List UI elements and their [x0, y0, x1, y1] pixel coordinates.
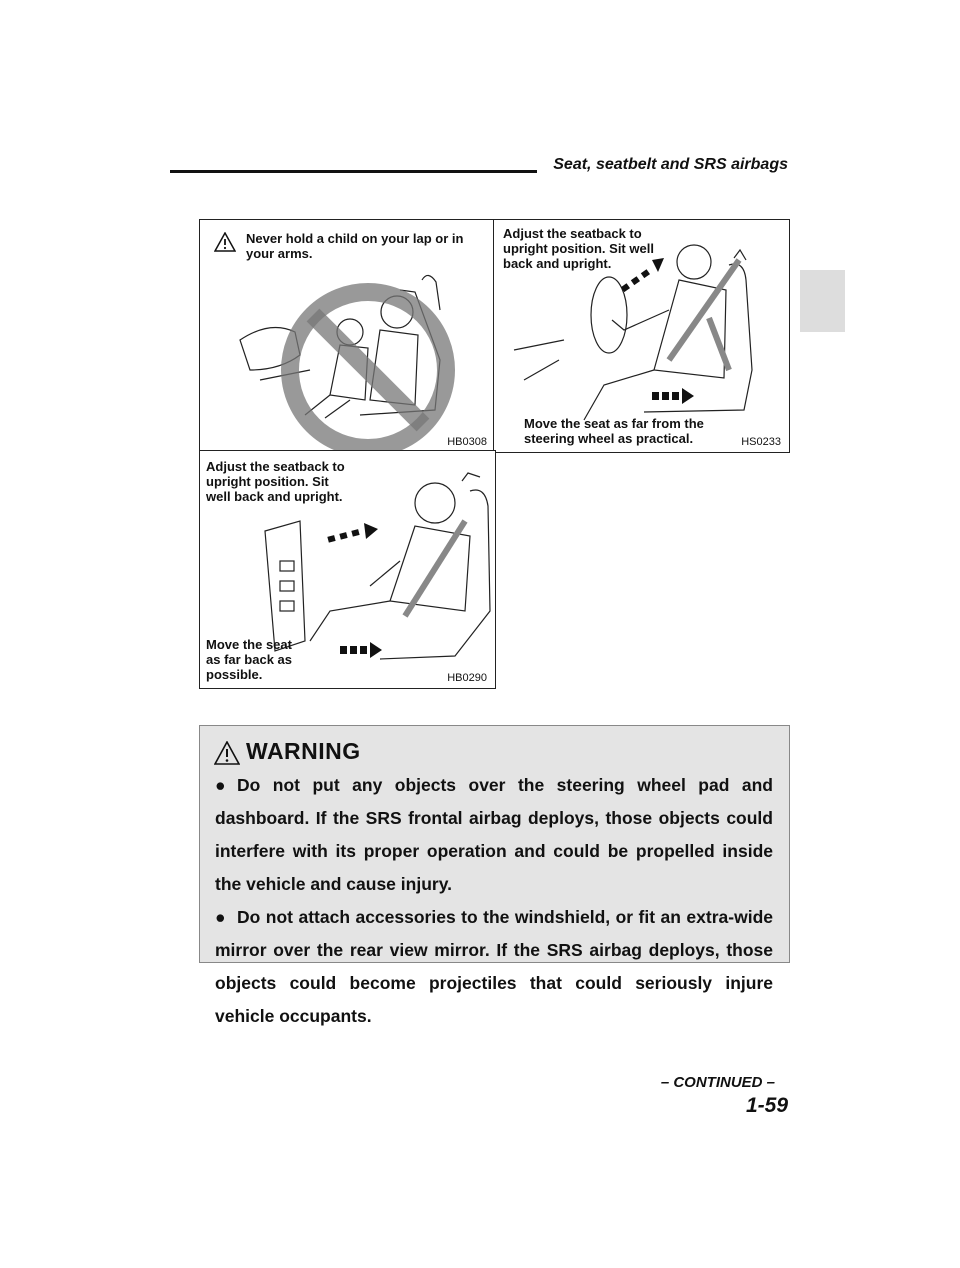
warning-body: [215, 769, 773, 1033]
figure-driver-position: [493, 219, 790, 453]
warning-triangle-icon: [214, 741, 240, 765]
move-seat-arrow-icon: [340, 642, 382, 658]
warning-bullet: ● Do not attach accessories to the windshield, or fit an extra-wide mirror over the rear view mirror. If the SRS airbag deploys, those objects could become projectiles that could seriously injure vehicle occupants.: [215, 901, 773, 1033]
section-title: Seat, seatbelt and SRS airbags: [553, 156, 788, 173]
warning-title: WARNING: [246, 738, 361, 764]
caution-triangle-icon: [214, 232, 236, 252]
figure-code: HB0290: [447, 672, 487, 684]
bullet-icon: ●: [215, 907, 226, 927]
header-rule: [170, 170, 537, 173]
figure-caption-top: Adjust the seatback to upright position. Sit well back and upright.: [503, 226, 654, 271]
figure-caption: Never hold a child on your lap or in your arms.: [246, 231, 464, 261]
move-seat-arrow-icon: [652, 388, 694, 404]
figure-caption-bottom: Move the seat as far back as possible.: [206, 637, 293, 682]
adjust-arrow-icon: [327, 523, 378, 543]
warning-box: [199, 725, 790, 1026]
figure-caption-top: Adjust the seatback to upright position. Sit well back and upright.: [206, 459, 345, 504]
figure-code: HS0233: [741, 436, 781, 448]
chapter-tab-marker: [800, 270, 845, 332]
figure-caption-bottom: Move the seat as far from the steering wheel as practical.: [524, 416, 704, 446]
warning-header: [214, 738, 361, 765]
figure-passenger-position: [199, 450, 496, 689]
bullet-icon: ●: [215, 775, 226, 795]
continued-label: – CONTINUED –: [660, 1074, 775, 1091]
figure-code: HB0308: [447, 436, 487, 448]
figure-child-on-lap: [199, 219, 496, 453]
page-number: 1-59: [745, 1094, 788, 1117]
warning-bullet: ● Do not put any objects over the steering wheel pad and dashboard. If the SRS frontal airbag deploys, those objects could interfere with its proper operation and could be propelled inside the vehicle and cause injury.: [215, 769, 773, 901]
